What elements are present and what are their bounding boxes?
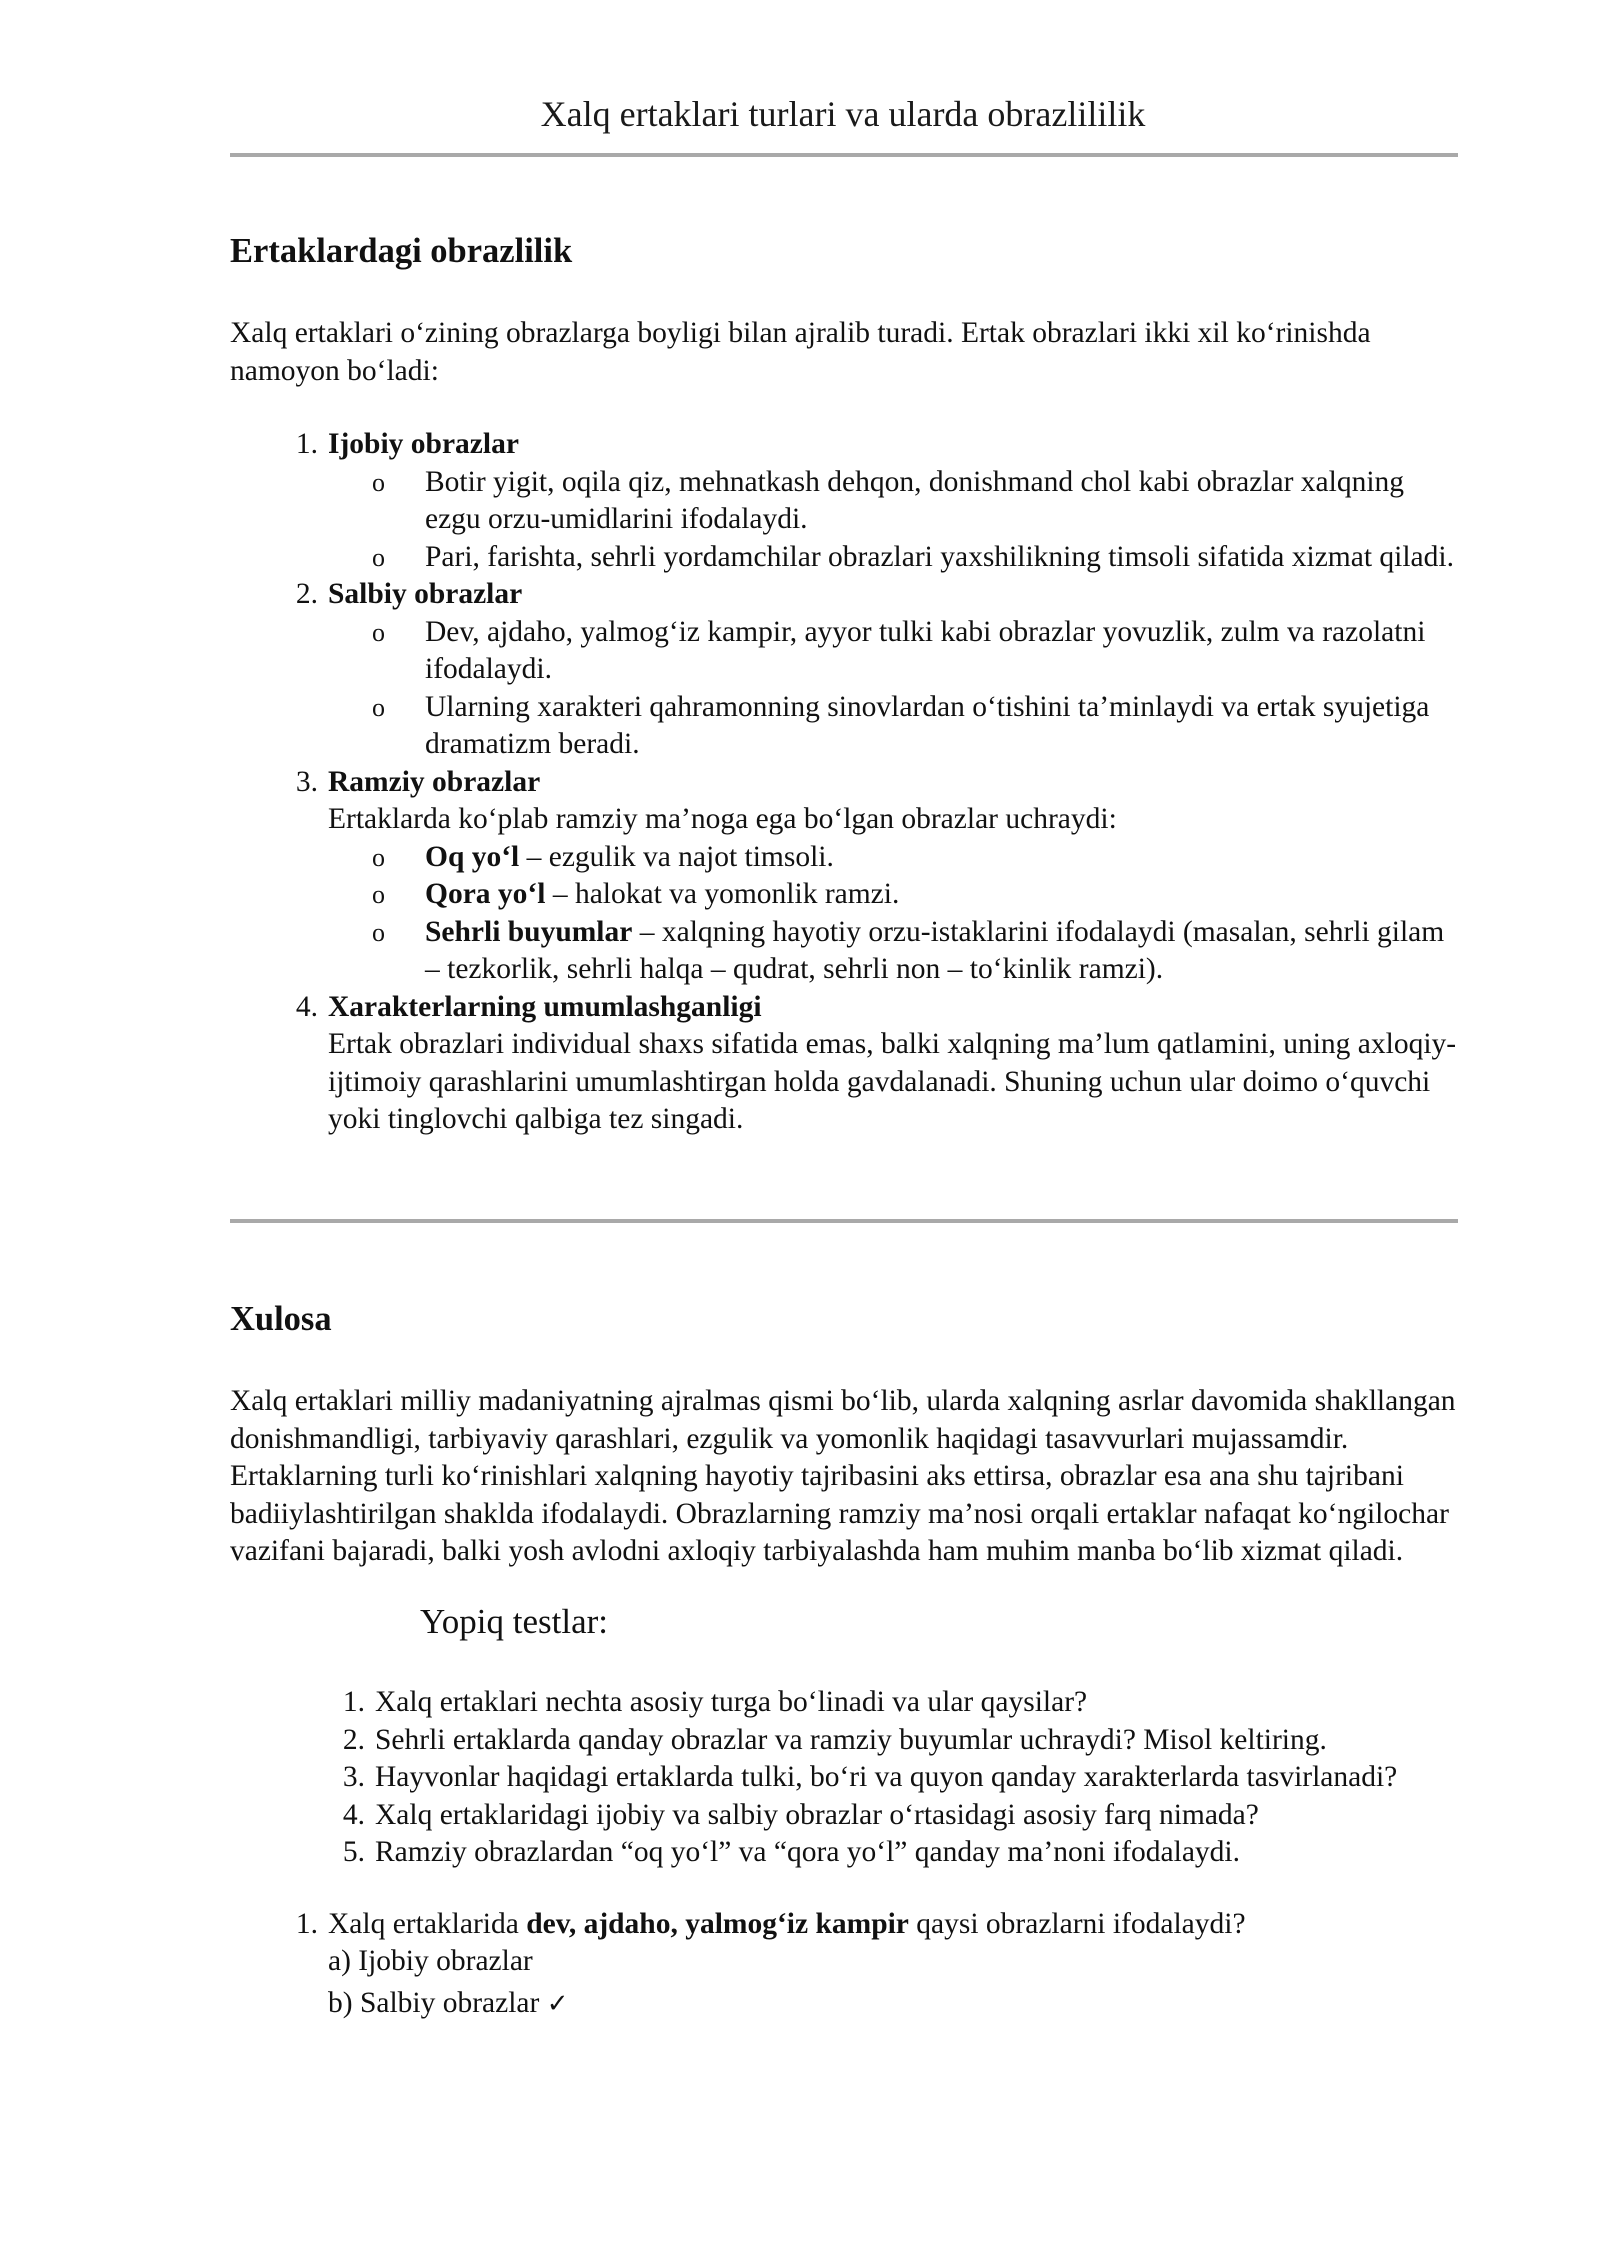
sub-list-item xyxy=(328,614,1458,689)
list-item-title: Ramziy obrazlar xyxy=(328,765,541,798)
section-heading: Ertaklardagi obrazlilik xyxy=(230,232,573,270)
section-heading: Xulosa xyxy=(230,1300,332,1338)
question-text: Sehrli ertaklarda qanday obrazlar va ramziy buyumlar uchraydi? Misol keltiring. xyxy=(375,1723,1327,1756)
section-xulosa xyxy=(230,1298,1458,1571)
bullet-marker: o xyxy=(372,842,385,872)
symbol-term: Sehrli buyumlar xyxy=(425,915,633,948)
sub-item-text: Pari, farishta, sehrli yordamchilar obrazlari yaxshilikning timsoli sifatida xizmat qiladi. xyxy=(425,540,1454,573)
sub-list xyxy=(328,464,1458,577)
list-number: 2. xyxy=(295,578,318,610)
list-item-text: Ertak obrazlari individual shaxs sifatida emas, balki xalqning ma’lum qatlamini, uning axloqiy-ijtimoiy qarashlarini umumlashtirgan holda gavdalanadi. Shuning uchun ular doimo o‘quvchi yoki tinglovchi qalbiga tez singadi. xyxy=(328,1028,1457,1135)
bullet-marker: o xyxy=(372,467,385,497)
tests-heading: Yopiq testlar: xyxy=(420,1602,608,1641)
bullet-marker: o xyxy=(372,880,385,909)
tests-section xyxy=(230,1684,1458,2023)
sub-item-text: Botir yigit, oqila qiz, mehnatkash dehqon, donishmand chol kabi obrazlar xalqning ezgu orzu-umidlarini ifodalaydi. xyxy=(425,465,1405,535)
sub-list-item xyxy=(328,689,1458,764)
list-item-ijobiy xyxy=(230,426,1458,576)
sub-list-item xyxy=(328,464,1458,539)
sub-list-item xyxy=(328,914,1458,989)
section-intro-paragraph: Xalq ertaklari o‘zining obrazlarga boyligi bilan ajralib turadi. Ertak obrazlari ikki xil ko‘rinishda namoyon bo‘ladi: xyxy=(230,317,1371,387)
question-prefix: Xalq ertaklarida xyxy=(328,1907,527,1940)
list-item-ramziy xyxy=(230,764,1458,989)
section-divider xyxy=(230,1219,1458,1223)
list-number: 1. xyxy=(295,428,318,460)
test-question xyxy=(230,1797,1458,1835)
conclusion-paragraph: Xalq ertaklari milliy madaniyatning ajralmas qismi bo‘lib, ularda xalqning asrlar davomida shakllangan donishmandligi, tarbiyaviy qarashlari, ezgulik va yomonlik haqidagi tasavvurlari mujassamdir. Ertaklarning turli ko‘rinishlari xalqning hayotiy tajribasini aks ettirsa, obrazlar esa ana shu tajribani badiiylashtirilgan shaklda ifodalaydi. Obrazlarning ramziy ma’nosi orqali ertaklar nafaqat ko‘ngilochar vazifani bajaradi, balki yosh avlodni axloqiy tarbiyalashda ham muhim manba bo‘lib xizmat qiladi. xyxy=(230,1385,1456,1567)
question-text: Xalq ertaklari nechta asosiy turga bo‘linadi va ular qaysilar? xyxy=(375,1686,1088,1718)
page-header-title: Xalq ertaklari turlari va ularda obrazlililik xyxy=(540,94,1146,134)
question-number: 1. xyxy=(295,1907,318,1940)
bullet-marker: o xyxy=(372,617,385,647)
bullet-marker: o xyxy=(372,692,385,722)
sub-list xyxy=(328,614,1458,764)
option-b: b) Salbiy obrazlar xyxy=(328,1986,540,2019)
option-a: a) Ijobiy obrazlar xyxy=(328,1945,533,1977)
list-item-title: Xarakterlarning umumlashganligi xyxy=(328,990,762,1023)
quiz-question xyxy=(230,1906,1458,1944)
sub-item-text: Ularning xarakteri qahramonning sinovlardan o‘tishini ta’minlaydi va ertak syujetiga dramatizm beradi. xyxy=(425,690,1430,760)
obrazlar-list xyxy=(230,426,1458,1139)
test-question xyxy=(230,1722,1458,1760)
sub-item-text: – xalqning hayotiy orzu-istaklarini ifodalaydi (masalan, sehrli gilam – tezkorlik, sehrli halqa – qudrat, sehrli non – to‘kinlik ramzi). xyxy=(425,915,1445,985)
tests-list xyxy=(230,1684,1458,1872)
list-item-salbiy xyxy=(230,576,1458,764)
sub-list-item xyxy=(328,539,1458,577)
sub-item-text: – ezgulik va najot timsoli. xyxy=(519,840,834,873)
list-item-title: Ijobiy obrazlar xyxy=(328,428,519,460)
sub-item-text: Dev, ajdaho, yalmog‘iz kampir, ayyor tulki kabi obrazlar yovuzlik, zulm va razolatni ifodalaydi. xyxy=(425,615,1426,685)
header-divider xyxy=(230,153,1458,157)
question-number: 1. xyxy=(342,1686,365,1718)
test-question xyxy=(230,1684,1458,1722)
list-item-text: Ertaklarda ko‘plab ramziy ma’noga ega bo‘lgan obrazlar uchraydi: xyxy=(328,803,1117,835)
bullet-marker: o xyxy=(372,917,385,947)
question-text: Ramziy obrazlardan “oq yo‘l” va “qora yo‘l” qanday ma’noni ifodalaydi. xyxy=(375,1836,1240,1868)
sub-list xyxy=(328,839,1458,989)
sub-list-item xyxy=(328,839,1458,877)
test-question xyxy=(230,1834,1458,1872)
question-text: Xalq ertaklaridagi ijobiy va salbiy obrazlar o‘rtasidagi asosiy farq nimada? xyxy=(375,1798,1259,1831)
sub-list-item xyxy=(328,876,1458,914)
bullet-marker: o xyxy=(372,542,385,572)
symbol-term: Qora yo‘l xyxy=(425,878,546,910)
list-number: 3. xyxy=(295,765,318,798)
question-number: 4. xyxy=(342,1798,365,1831)
option-b-row xyxy=(328,1985,1458,2024)
symbol-term: Oq yo‘l xyxy=(425,840,520,873)
quiz-list xyxy=(230,1906,1458,1944)
question-bold-terms: dev, ajdaho, yalmog‘iz kampir xyxy=(526,1907,909,1940)
question-number: 3. xyxy=(342,1761,365,1793)
section-ertaklardagi-obrazlilik xyxy=(230,230,1458,1139)
list-item-title: Salbiy obrazlar xyxy=(328,578,523,610)
question-number: 5. xyxy=(342,1836,365,1868)
question-text: Hayvonlar haqidagi ertaklarda tulki, bo‘ri va quyon qanday xarakterlarda tasvirlanadi? xyxy=(375,1761,1398,1793)
list-item-umumlashganlik xyxy=(230,989,1458,1139)
question-number: 2. xyxy=(342,1723,365,1756)
list-number: 4. xyxy=(295,990,318,1023)
sub-item-text: – halokat va yomonlik ramzi. xyxy=(545,878,900,910)
checkmark-icon: ✓ xyxy=(546,1988,569,2019)
question-suffix: qaysi obrazlarni ifodalaydi? xyxy=(908,1907,1246,1940)
quiz-options xyxy=(230,1943,1458,2023)
test-question xyxy=(230,1759,1458,1797)
